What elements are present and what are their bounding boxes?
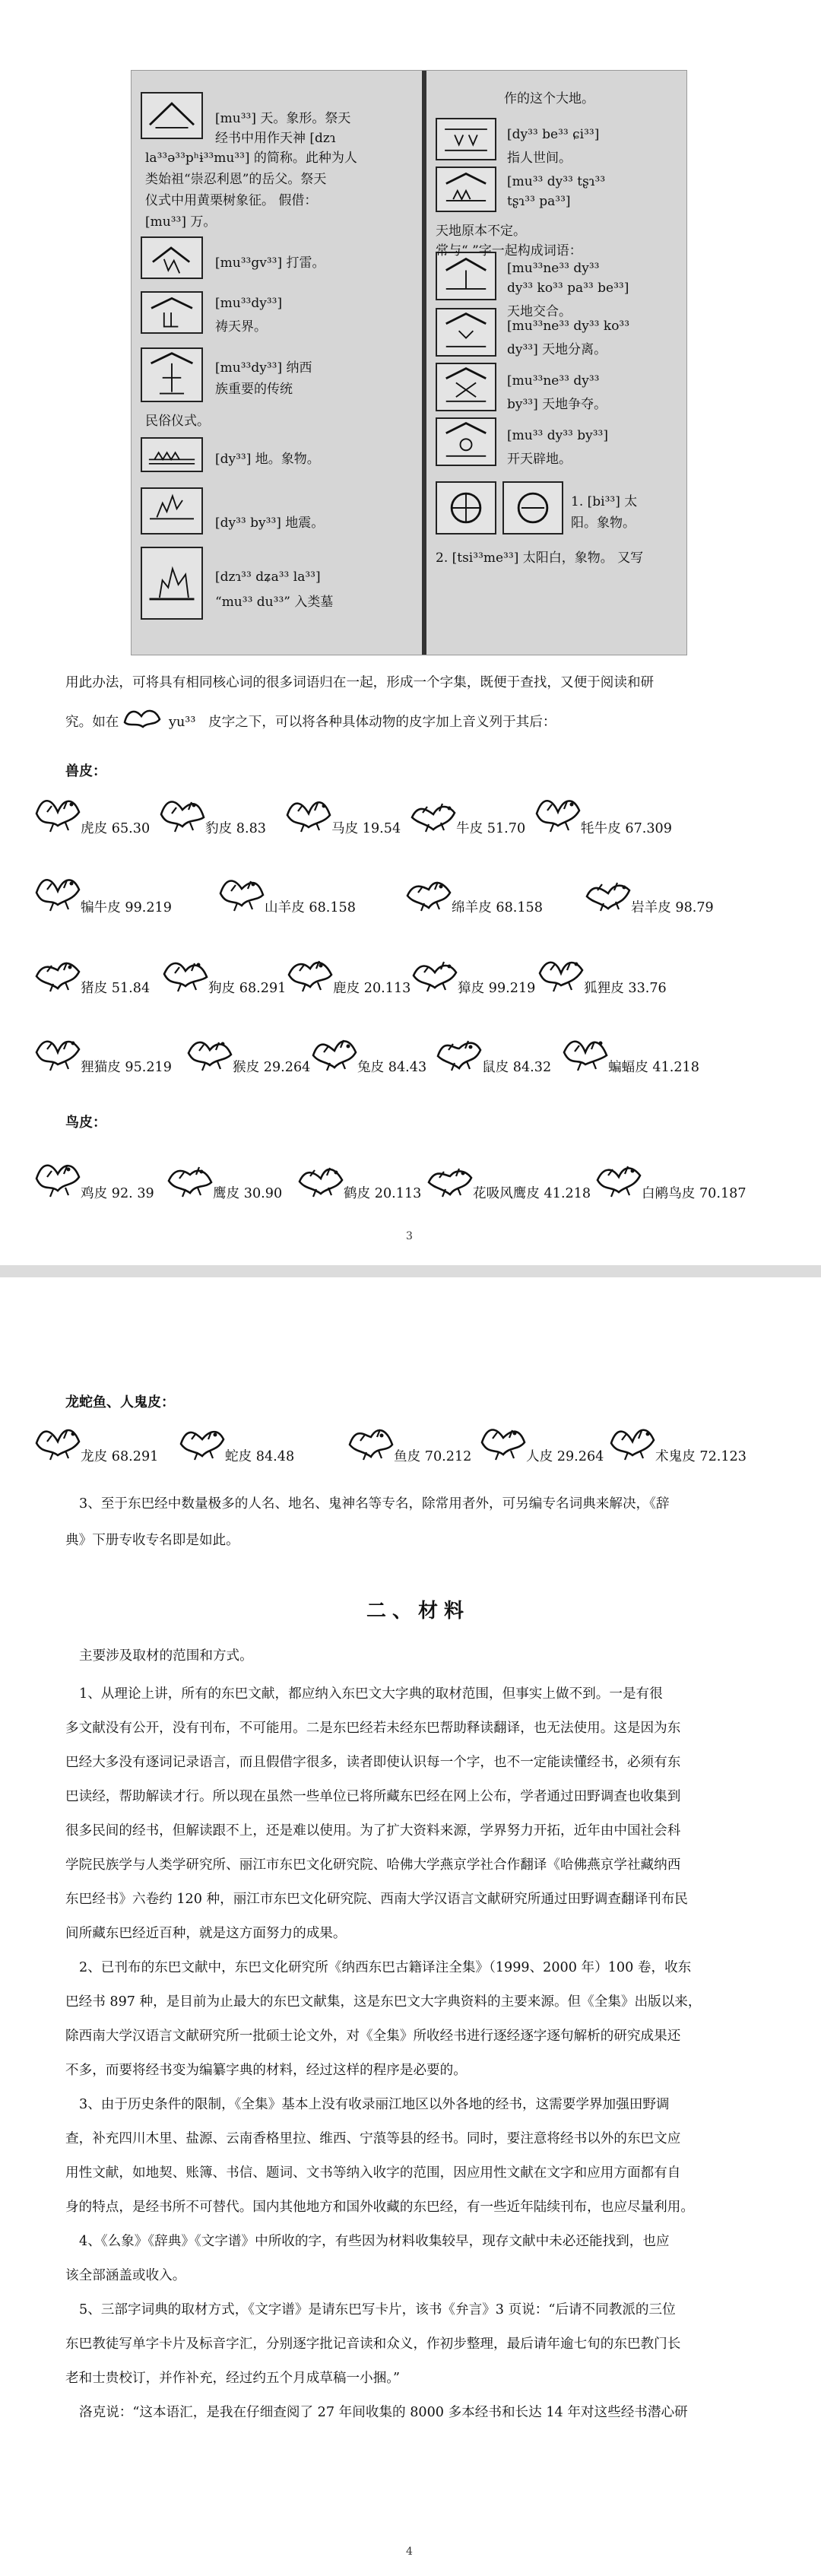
leopard-skin-icon bbox=[155, 788, 210, 836]
pig-skin-icon bbox=[30, 947, 85, 996]
section-title: 二、材料 bbox=[366, 1600, 471, 1623]
scan-right-line: [mu³³ne³³ dy³³ bbox=[507, 261, 600, 276]
skin-label: 猴皮 29.264 bbox=[233, 1060, 311, 1075]
scan-left-line: [mu³³dy³³] 纳西 bbox=[215, 360, 312, 376]
fox-skin-icon bbox=[534, 947, 588, 996]
scan-right-line: dy³³] 天地分离。 bbox=[507, 342, 607, 357]
scan-left-line: 经书中用作天神 [dzɿ bbox=[215, 131, 336, 146]
sky-earth-contend-glyph-icon bbox=[436, 363, 496, 411]
skin-label: 虎皮 65.30 bbox=[81, 821, 151, 836]
skin-label: 鸡皮 92. 39 bbox=[81, 1186, 154, 1201]
creation-glyph-icon bbox=[436, 417, 496, 466]
chicken-skin-icon bbox=[30, 1153, 85, 1201]
paragraph-line: 老和士贵校订，并作补充，经过约五个月成草稿一小捆。” bbox=[65, 2371, 401, 2386]
hawk-skin-icon bbox=[423, 1153, 477, 1201]
paragraph-line: 东巴经书》六卷约 120 种，丽江市东巴文化研究院、西南大学汉语言文献研究所通过田野调查翻译刊布民 bbox=[65, 1892, 688, 1907]
skin-label: 花吸风鹰皮 41.218 bbox=[473, 1186, 591, 1201]
scan-left-line: [mu³³] 万。 bbox=[145, 214, 217, 230]
dog-skin-icon bbox=[158, 947, 213, 996]
skin-label: 豹皮 8.83 bbox=[205, 821, 266, 836]
deer-skin-icon bbox=[283, 947, 338, 996]
skin-label: 狐狸皮 33.76 bbox=[584, 981, 667, 996]
paragraph-line: 学院民族学与人类学研究所、丽江市东巴文化研究院、哈佛大学燕京学社合作翻译《哈佛燕京学社藏纳西 bbox=[65, 1857, 681, 1873]
bharal-skin-icon bbox=[581, 867, 636, 915]
paragraph-line: 主要涉及取材的范围和方式。 bbox=[79, 1648, 253, 1664]
skin-label: 鱼皮 70.212 bbox=[394, 1449, 472, 1464]
skin-label: 鼠皮 84.32 bbox=[482, 1060, 552, 1075]
skin-label: 鹰皮 30.90 bbox=[213, 1186, 283, 1201]
skin-label: 兔皮 84.43 bbox=[357, 1060, 427, 1075]
scan-left-line: [dzɿ³³ dʑa³³ la³³] bbox=[215, 569, 321, 585]
skin-label: 鹤皮 20.113 bbox=[344, 1186, 422, 1201]
scan-right-line: 天地原本不定。 bbox=[436, 224, 526, 239]
paragraph-line: 用此办法，可将具有相同核心词的很多词语归在一起，形成一个字集，既便于查找，又便于阅读和研 bbox=[65, 675, 655, 690]
skin-label: 绵羊皮 68.158 bbox=[452, 900, 543, 915]
scan-right-line: 作的这个大地。 bbox=[504, 91, 594, 106]
scan-right-line: 开天辟地。 bbox=[507, 452, 572, 467]
paragraph-line: 巴经书 897 种，是目前为止最大的东巴文献集，这是东巴文大字典资料的主要来源。但《全集》出版以来， bbox=[65, 1994, 702, 2010]
scan-right-line: tʂɿ³³ pa³³] bbox=[507, 194, 571, 209]
sun-glyph-icon bbox=[436, 481, 496, 535]
scan-left-line: 祷天界。 bbox=[215, 319, 267, 335]
monkey-skin-icon bbox=[182, 1026, 237, 1075]
sky-earth-separate-glyph-icon bbox=[436, 308, 496, 357]
skin-label: 龙皮 68.291 bbox=[81, 1449, 159, 1464]
skin-label: 狗皮 68.291 bbox=[208, 981, 287, 996]
skin-label: 岩羊皮 98.79 bbox=[631, 900, 714, 915]
crane-skin-icon bbox=[293, 1153, 348, 1201]
paragraph-line: 很多民间的经书，但解读跟不上，还是难以使用。为了扩大资料来源，学界努力开拓，近年由中国社会科 bbox=[65, 1823, 681, 1838]
skin-label: 山羊皮 68.158 bbox=[265, 900, 356, 915]
scan-right-line: 2. [tsi³³me³³] 太阳白，象物。 又写 bbox=[436, 550, 644, 566]
page-3 bbox=[0, 0, 821, 1265]
shu-ghost-skin-icon bbox=[605, 1416, 660, 1464]
cow-skin-icon bbox=[406, 788, 461, 836]
scanned-dictionary-excerpt bbox=[131, 70, 687, 655]
scan-left-line: [mu³³gv³³] 打雷。 bbox=[215, 255, 325, 271]
skin-reading: yu³³ bbox=[169, 715, 196, 730]
beast-skin-heading: 兽皮： bbox=[65, 763, 106, 779]
skin-label: 狸猫皮 95.219 bbox=[81, 1060, 172, 1075]
horse-skin-icon bbox=[281, 788, 336, 836]
scan-left-line: 仪式中用黄栗树象征。 假借： bbox=[145, 193, 318, 208]
human-skin-icon bbox=[476, 1416, 531, 1464]
sky-glyph-icon bbox=[141, 92, 203, 139]
scan-left-line: [dy³³] 地。象物。 bbox=[215, 452, 320, 467]
paragraph-line: 皮字之下，可以将各种具体动物的皮字加上音义列于其后： bbox=[208, 715, 556, 730]
paragraph-line: 5、三部字词典的取材方式，《文字谱》是请东巴写卡片，该书《弁言》3 页说：“后请不同教派的三位 bbox=[79, 2302, 676, 2317]
skin-label: 犏牛皮 99.219 bbox=[81, 900, 172, 915]
paragraph-line: 东巴教徒写单字卡片及标音字汇，分别逐字批记音读和众义，作初步整理，最后请年逾七旬的东巴教门长 bbox=[65, 2336, 681, 2352]
eagle-skin-icon bbox=[163, 1153, 217, 1201]
scan-right-line: [dy³³ be³³ ɕi³³] bbox=[507, 127, 600, 142]
dragon-skin-heading: 龙蛇鱼、人鬼皮： bbox=[65, 1394, 175, 1410]
skin-label: 獐皮 99.219 bbox=[458, 981, 536, 996]
page-number: 4 bbox=[406, 2546, 413, 2558]
fish-skin-icon bbox=[344, 1416, 398, 1464]
scan-left-line: 族重要的传统 bbox=[215, 382, 293, 397]
skin-label: 猪皮 51.84 bbox=[81, 981, 151, 996]
paragraph-line: 1、从理论上讲，所有的东巴文献，都应纳入东巴文大字典的取材范围，但事实上做不到。一是有很 bbox=[79, 1686, 663, 1702]
paragraph-line: 不多，而要将经书变为编纂字典的材料，经过这样的程序是必要的。 bbox=[65, 2063, 467, 2078]
scan-right-line: [mu³³ne³³ dy³³ ko³³ bbox=[507, 319, 630, 334]
scan-right-line: 常与“ ”字一起构成词语： bbox=[436, 243, 582, 259]
scan-right-line: [mu³³ dy³³ tʂɿ³³ bbox=[507, 174, 606, 189]
paragraph-line: 4、《么象》《辞典》《文字谱》中所收的字，有些因为材料收集较早，现存文献中未必还能找到，也应 bbox=[79, 2234, 670, 2249]
paragraph-line: 除西南大学汉语言文献研究所一批硕士论文外，对《全集》所收经书进行逐经逐字逐句解析的研究成果还 bbox=[65, 2029, 681, 2044]
bat-skin-icon bbox=[558, 1026, 613, 1075]
scan-right-line: [mu³³ dy³³ by³³] bbox=[507, 428, 609, 443]
scan-left-line: 类始祖“崇忍利恩”的岳父。祭天 bbox=[145, 172, 327, 187]
skin-label: 鹿皮 20.113 bbox=[333, 981, 411, 996]
scan-column-divider bbox=[422, 71, 426, 655]
paragraph-line: 用性文献，如地契、账簿、书信、题词、文书等纳入收字的范围，因应用性文献在文字和应用方面都有自 bbox=[65, 2165, 681, 2181]
paragraph-line: 究。如在 bbox=[65, 715, 119, 730]
scan-right-line: 阳。象物。 bbox=[571, 516, 636, 531]
page-number: 3 bbox=[406, 1230, 413, 1242]
silver-pheasant-skin-icon bbox=[591, 1153, 646, 1201]
human-world-glyph-icon bbox=[436, 118, 496, 160]
scan-left-line: [mu³³dy³³] bbox=[215, 296, 283, 311]
skin-label: 白鹇鸟皮 70.187 bbox=[642, 1186, 747, 1201]
scan-left-line: 民俗仪式。 bbox=[145, 414, 210, 429]
scan-right-line: 1. [bi³³] 太 bbox=[571, 494, 638, 509]
scan-right-line: 天地交合。 bbox=[507, 304, 572, 319]
sky-worship-glyph-icon bbox=[141, 291, 203, 334]
musk-deer-skin-icon bbox=[407, 947, 462, 996]
scan-right-line: by³³] 天地争夺。 bbox=[507, 397, 607, 412]
yak-skin-icon bbox=[531, 788, 585, 836]
skin-label: 马皮 19.54 bbox=[331, 821, 401, 836]
page-4 bbox=[0, 1277, 821, 2576]
scan-right-line: 指人世间。 bbox=[507, 151, 572, 166]
ritual-glyph-icon bbox=[141, 347, 203, 402]
paragraph-line: 查，补充四川木里、盐源、云南香格里拉、维西、宁蒗等县的经书。同时，要注意将经书以外的东巴文应 bbox=[65, 2131, 681, 2146]
paragraph-line: 巴读经，帮助解读才行。所以现在虽然一些单位已将所藏东巴经在网上公布，学者通过田野调查也收集到 bbox=[65, 1789, 681, 1804]
snake-skin-icon bbox=[175, 1416, 230, 1464]
civet-skin-icon bbox=[30, 1026, 85, 1075]
paragraph-line: 洛克说：“这本语汇，是我在仔细查阅了 27 年间收集的 8000 多本经书和长达 14 年对这些经书潜心研 bbox=[79, 2405, 688, 2420]
sky-earth-union-glyph-icon bbox=[436, 252, 496, 300]
paragraph-line: 间所藏东巴经近百种，就是这方面努力的成果。 bbox=[65, 1926, 347, 1941]
skin-label: 术鬼皮 72.123 bbox=[655, 1449, 747, 1464]
rabbit-skin-icon bbox=[307, 1026, 362, 1075]
earthquake-glyph-icon bbox=[141, 487, 203, 535]
scan-left-line: “mu³³ du³³” 入类墓 bbox=[215, 595, 334, 610]
scan-right-line: dy³³ ko³³ pa³³ be³³] bbox=[507, 281, 629, 296]
scan-left-line: [dy³³ by³³] 地震。 bbox=[215, 516, 325, 531]
dragon-skin-icon bbox=[30, 1416, 85, 1464]
paragraph-line: 2、已刊布的东巴文献中，东巴文化研究所《纳西东巴古籍译注全集》（1999、2000 年）100 卷，收东 bbox=[79, 1960, 692, 1975]
paragraph-line: 巴经大多没有逐词记录语言，而且假借字很多，读者即使认识每一个字，也不一定能读懂经书，必须有东 bbox=[65, 1755, 681, 1770]
dzo-skin-icon bbox=[30, 867, 85, 915]
white-sun-glyph-icon bbox=[502, 481, 563, 535]
goat-skin-icon bbox=[214, 867, 269, 915]
scan-right-line: [mu³³ne³³ dy³³ bbox=[507, 373, 600, 389]
rat-skin-icon bbox=[432, 1026, 487, 1075]
tiger-skin-icon bbox=[30, 788, 85, 836]
paragraph-line: 3、由于历史条件的限制，《全集》基本上没有收录丽江地区以外各地的经书，这需要学界加强田野调 bbox=[79, 2097, 670, 2112]
skin-glyph-icon bbox=[120, 703, 164, 733]
page-gap bbox=[0, 1265, 821, 1277]
paragraph-line: 多文献没有公开，没有刊布，不可能用。二是东巴经若未经东巴帮助释读翻译，也无法使用。这是因为东 bbox=[65, 1721, 681, 1736]
skin-label: 蝙蝠皮 41.218 bbox=[608, 1060, 699, 1075]
thunder-glyph-icon bbox=[141, 236, 203, 279]
burial-glyph-icon bbox=[141, 547, 203, 620]
scan-left-line: [mu³³] 天。象形。祭天 bbox=[215, 111, 351, 126]
sheep-skin-icon bbox=[401, 867, 456, 915]
earth-glyph-icon bbox=[141, 437, 203, 472]
paragraph-line: 典》下册专收专名即是如此。 bbox=[65, 1533, 239, 1548]
bird-skin-heading: 鸟皮： bbox=[65, 1115, 106, 1131]
skin-label: 人皮 29.264 bbox=[526, 1449, 604, 1464]
skin-label: 蛇皮 84.48 bbox=[225, 1449, 295, 1464]
paragraph-line: 3、至于东巴经中数量极多的人名、地名、鬼神名等专名，除常用者外，可另编专名词典来解决，《辞 bbox=[79, 1496, 670, 1512]
paragraph-line: 身的特点，是经书所不可替代。国内其他地方和国外收藏的东巴经，有一些近年陆续刊布，也应尽量利用。 bbox=[65, 2200, 694, 2215]
skin-label: 牛皮 51.70 bbox=[456, 821, 526, 836]
scan-left-line: la³³ǝ³³pʰɨ³³mu³³] 的简称。此种为人 bbox=[145, 151, 357, 166]
unfixed-sky-earth-glyph-icon bbox=[436, 167, 496, 212]
skin-label: 牦牛皮 67.309 bbox=[581, 821, 672, 836]
paragraph-line: 该全部涵盖或收入。 bbox=[65, 2268, 186, 2283]
